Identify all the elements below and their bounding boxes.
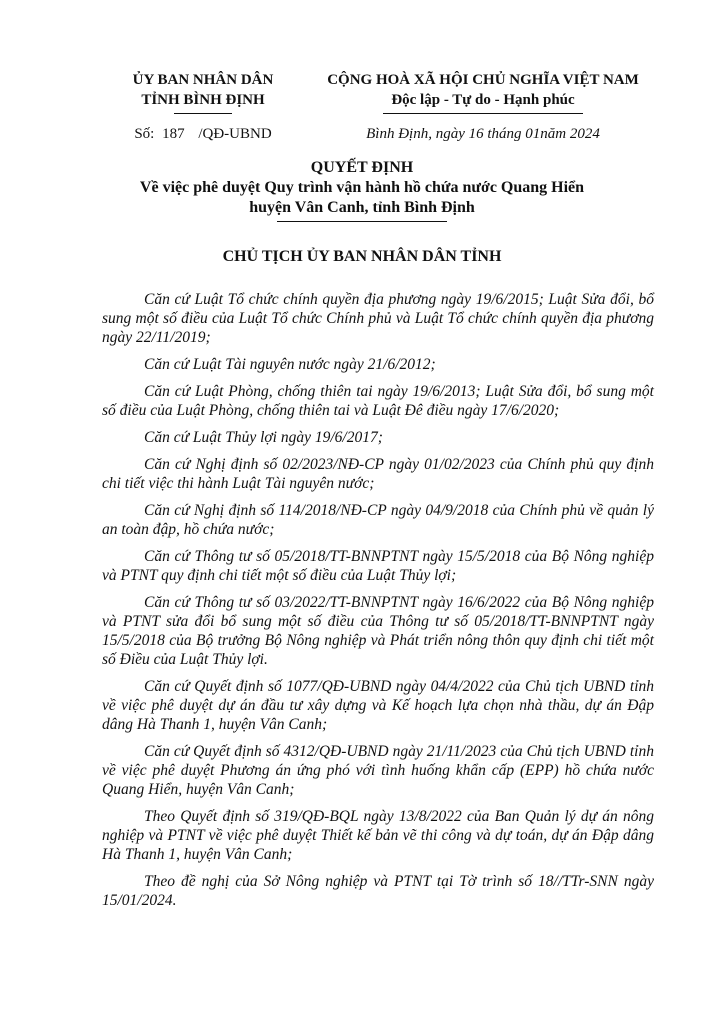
issue-date: Bình Định, ngày 16 tháng 01năm 2024 [366,126,600,142]
org-underline [174,113,232,114]
so-number: 187 [162,126,185,142]
decision-title [60,158,664,222]
nation-line-1: CỘNG HOÀ XÃ HỘI CHỦ NGHĨA VIỆT NAM [327,72,639,88]
paragraph: Căn cứ Nghị định số 02/2023/NĐ-CP ngày 01/02/2023 của Chính phủ quy định chi tiết việc thi hành Luật Tài nguyên nước; [102,456,654,492]
paragraph: Căn cứ Thông tư số 05/2018/TT-BNNPTNT ngày 15/5/2018 của Bộ Nông nghiệp và PTNT quy định chi tiết một số điều của Luật Thủy lợi; [102,548,654,584]
decision-heading: QUYẾT ĐỊNH [310,159,414,176]
title-underline [277,221,447,222]
so-label: Số: [134,126,155,142]
org-line-2: TỈNH BÌNH ĐỊNH [141,92,265,108]
document-number [108,124,298,144]
paragraph: Căn cứ Quyết định số 4312/QĐ-UBND ngày 21/11/2023 của Chủ tịch UBND tỉnh về việc phê duyệt Phương án ứng phó với tình huống khẩn cấp (EPP) hồ chứa nước Quang Hiển, huyện Vân Canh; [102,743,654,798]
national-motto-block [318,70,648,144]
paragraph: Theo đề nghị của Sở Nông nghiệp và PTNT tại Tờ trình số 18//TTr-SNN ngày 15/01/2024. [102,873,654,909]
paragraph: Căn cứ Thông tư số 03/2022/TT-BNNPTNT ngày 16/6/2022 của Bộ Nông nghiệp và PTNT sửa đổi bổ sung một số điều của Thông tư số 05/2018/TT-BNNPTNT ngày 15/5/2018 của Bộ trưởng Bộ Nông nghiệp và Phát triển nông thôn quy định chi tiết một số Điều của Luật Thủy lợi. [102,594,654,668]
paragraph: Căn cứ Nghị định số 114/2018/NĐ-CP ngày 04/9/2018 của Chính phủ về quản lý an toàn đập, hồ chứa nước; [102,502,654,538]
paragraph: Căn cứ Luật Tổ chức chính quyền địa phương ngày 19/6/2015; Luật Sửa đổi, bổ sung một số điều của Luật Tổ chức Chính phủ và Luật Tổ chức chính quyền địa phương ngày 22/11/2019; [102,291,654,346]
authority-heading: CHỦ TỊCH ỦY BAN NHÂN DÂN TỈNH [222,248,502,265]
legal-basis-section [102,290,654,918]
decision-subject-line-2: huyện Vân Canh, tỉnh Bình Định [249,199,475,216]
paragraph: Căn cứ Luật Tài nguyên nước ngày 21/6/2012; [144,356,436,373]
nation-line-2: Độc lập - Tự do - Hạnh phúc [391,92,575,108]
paragraph: Căn cứ Luật Phòng, chống thiên tai ngày 19/6/2013; Luật Sửa đổi, bổ sung một số điều của Luật Phòng, chống thiên tai và Luật Đê điều ngày 17/6/2020; [102,383,654,419]
issuing-authority-block [108,70,298,144]
paragraph: Theo Quyết định số 319/QĐ-BQL ngày 13/8/2022 của Ban Quản lý dự án nông nghiệp và PTNT về việc phê duyệt Thiết kế bản vẽ thi công và dự toán, dự án Đập dâng Hà Thanh 1, huyện Vân Canh; [102,808,654,863]
paragraph: Căn cứ Luật Thủy lợi ngày 19/6/2017; [144,429,383,446]
decision-subject-line-1: Về việc phê duyệt Quy trình vận hành hồ chứa nước Quang Hiển [139,179,585,196]
so-suffix: /QĐ-UBND [198,126,272,142]
motto-underline [383,113,583,114]
paragraph: Căn cứ Quyết định số 1077/QĐ-UBND ngày 04/4/2022 của Chủ tịch UBND tỉnh về việc phê duyệt dự án đầu tư xây dựng và Kế hoạch lựa chọn nhà thầu, dự án Đập dâng Hà Thanh 1, huyện Vân Canh; [102,678,654,733]
org-line-1: ỦY BAN NHÂN DÂN [132,72,274,88]
